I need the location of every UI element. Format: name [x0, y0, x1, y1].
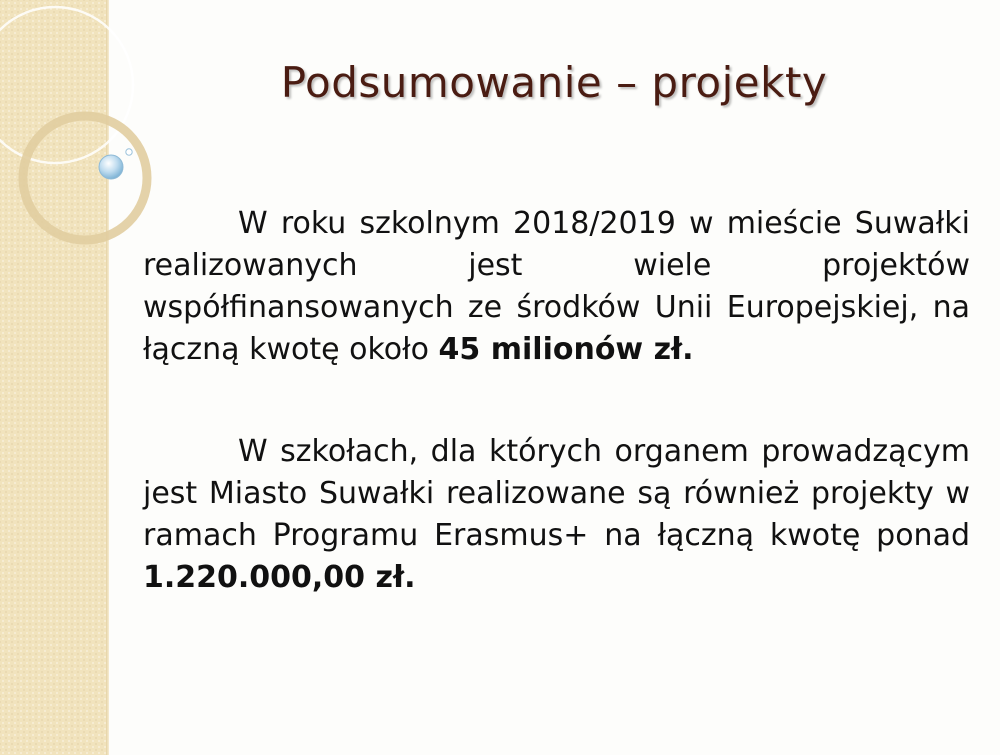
slide-title: Podsumowanie – projekty [280, 58, 828, 107]
erasmus-projects-amount: 1.220.000,00 zł. [143, 560, 416, 595]
decorative-bubble-small [126, 149, 132, 155]
paragraph-eu-projects-text: W roku szkolnym 2018/2019 w mieście Suwałki realizowanych jest wiele projektów współfinansowanych ze środków Unii Europejskiej, na łączną kwotę około [143, 206, 970, 367]
decorative-side-strip [0, 0, 108, 755]
paragraph-erasmus-projects-text: W szkołach, dla których organem prowadzącym jest Miasto Suwałki realizowane są również projekty w ramach Programu Erasmus+ na łączną kwotę ponad [143, 434, 970, 553]
eu-projects-amount: 45 milionów zł. [438, 332, 694, 367]
side-strip-edge [106, 0, 109, 755]
paragraph-erasmus-projects [143, 431, 970, 599]
paragraph-eu-projects [143, 203, 970, 371]
